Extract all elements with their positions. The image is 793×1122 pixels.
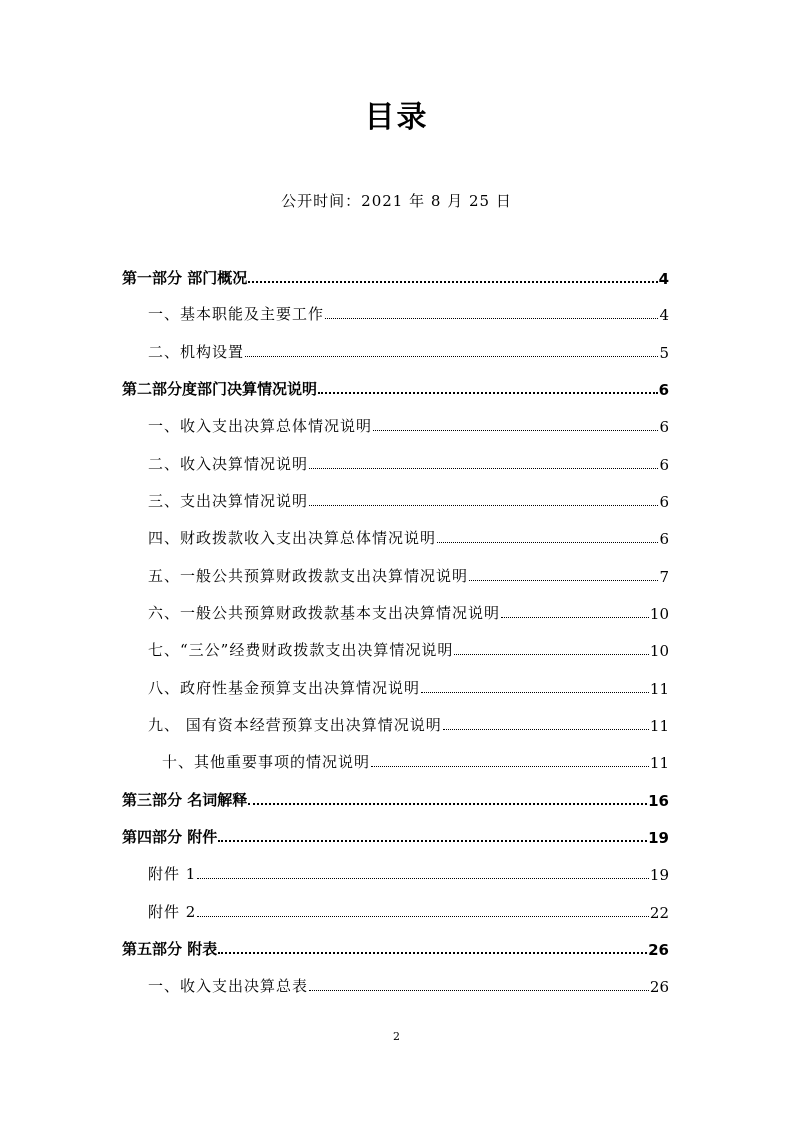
toc-dot-leader xyxy=(318,390,658,394)
toc-entry-label: 一、基本职能及主要工作 xyxy=(148,305,325,323)
toc-entry-label: 七、“三公”经费财政拨款支出决算情况说明 xyxy=(148,641,454,659)
toc-entry-label: 十、其他重要事项的情况说明 xyxy=(162,753,371,771)
toc-subsection-entry[interactable] xyxy=(148,970,669,996)
toc-dot-leader xyxy=(454,652,649,655)
toc-entry-label: 四、财政拨款收入支出决算总体情况说明 xyxy=(148,529,437,547)
toc-subsection-entry[interactable] xyxy=(148,858,669,884)
toc-dot-leader xyxy=(501,615,649,618)
toc-entry-page: 6 xyxy=(659,456,669,474)
toc-entry-page: 7 xyxy=(659,568,669,586)
toc-subsection-entry[interactable] xyxy=(148,896,669,922)
toc-entry-page: 4 xyxy=(658,270,669,288)
toc-entry-label: 一、收入支出决算总体情况说明 xyxy=(148,417,373,435)
toc-section-entry[interactable] xyxy=(122,262,669,288)
toc-entry-page: 11 xyxy=(649,754,669,772)
toc-subsection-entry[interactable] xyxy=(148,672,669,698)
toc-entry-label: 附件 1 xyxy=(148,865,197,883)
toc-dot-leader xyxy=(245,354,658,357)
toc-subsection-entry[interactable] xyxy=(148,709,669,735)
toc-entry-label: 第四部分 附件 xyxy=(122,828,218,846)
toc-dot-leader xyxy=(469,578,658,581)
toc-subsection-entry[interactable] xyxy=(162,746,669,772)
toc-subsection-entry[interactable] xyxy=(148,336,669,362)
toc-entry-label: 第五部分 附表 xyxy=(122,940,218,958)
toc-dot-leader xyxy=(197,876,649,879)
toc-entry-page: 19 xyxy=(649,866,669,884)
toc-dot-leader xyxy=(373,428,658,431)
toc-subsection-entry[interactable] xyxy=(148,448,669,474)
publish-date: 公开时间：2021 年 8 月 25 日 xyxy=(281,192,512,210)
toc-entry-label: 第一部分 部门概况 xyxy=(122,269,248,287)
toc-entry-page: 6 xyxy=(658,381,669,399)
toc-dot-leader xyxy=(443,727,649,730)
toc-dot-leader xyxy=(218,950,647,954)
toc-dot-leader xyxy=(248,279,657,283)
toc-entry-page: 22 xyxy=(649,904,669,922)
toc-section-entry[interactable] xyxy=(122,821,669,847)
toc-entry-page: 11 xyxy=(649,680,669,698)
toc-dot-leader xyxy=(421,690,649,693)
toc-dot-leader xyxy=(437,540,658,543)
toc-entry-label: 五、一般公共预算财政拨款支出决算情况说明 xyxy=(148,567,469,585)
toc-entry-label: 三、支出决算情况说明 xyxy=(148,492,309,510)
toc-dot-leader xyxy=(248,801,647,805)
toc-entry-label: 二、收入决算情况说明 xyxy=(148,455,309,473)
toc-entry-page: 26 xyxy=(649,978,669,996)
toc-subsection-entry[interactable] xyxy=(148,597,669,623)
toc-entry-page: 4 xyxy=(659,306,669,324)
toc-entry-label: 八、政府性基金预算支出决算情况说明 xyxy=(148,679,421,697)
toc-dot-leader xyxy=(218,838,647,842)
toc-entry-label: 六、一般公共预算财政拨款基本支出决算情况说明 xyxy=(148,604,501,622)
toc-subsection-entry[interactable] xyxy=(148,410,669,436)
toc-section-entry[interactable] xyxy=(122,373,669,399)
page-number: 2 xyxy=(393,1030,400,1043)
toc-entry-page: 26 xyxy=(648,941,669,959)
toc-entry-page: 11 xyxy=(649,717,669,735)
toc-section-entry[interactable] xyxy=(122,784,669,810)
toc-entry-label: 附件 2 xyxy=(148,903,197,921)
toc-subsection-entry[interactable] xyxy=(148,485,669,511)
toc-subsection-entry[interactable] xyxy=(148,298,669,324)
toc-entry-page: 10 xyxy=(649,642,669,660)
toc-entry-page: 10 xyxy=(649,605,669,623)
toc-section-entry[interactable] xyxy=(122,933,669,959)
toc-entry-page: 16 xyxy=(648,792,669,810)
toc-entry-label: 第三部分 名词解释 xyxy=(122,791,248,809)
toc-entry-label: 一、收入支出决算总表 xyxy=(148,977,309,995)
toc-dot-leader xyxy=(371,764,649,767)
toc-entry-label: 九、 国有资本经营预算支出决算情况说明 xyxy=(148,716,442,734)
toc-dot-leader xyxy=(309,503,658,506)
toc-entry-label: 二、机构设置 xyxy=(148,343,245,361)
page-title: 目录 xyxy=(364,100,429,135)
toc-entry-page: 5 xyxy=(659,344,669,362)
toc-entry-label: 第二部分度部门决算情况说明 xyxy=(122,380,318,398)
toc-dot-leader xyxy=(309,988,649,991)
toc-dot-leader xyxy=(309,466,658,469)
toc-entry-page: 19 xyxy=(648,829,669,847)
toc-entry-page: 6 xyxy=(659,493,669,511)
toc-dot-leader xyxy=(197,914,649,917)
toc-subsection-entry[interactable] xyxy=(148,634,669,660)
toc-entry-page: 6 xyxy=(659,418,669,436)
toc-entry-page: 6 xyxy=(659,530,669,548)
toc-subsection-entry[interactable] xyxy=(148,560,669,586)
toc-dot-leader xyxy=(325,316,658,319)
toc-subsection-entry[interactable] xyxy=(148,522,669,548)
